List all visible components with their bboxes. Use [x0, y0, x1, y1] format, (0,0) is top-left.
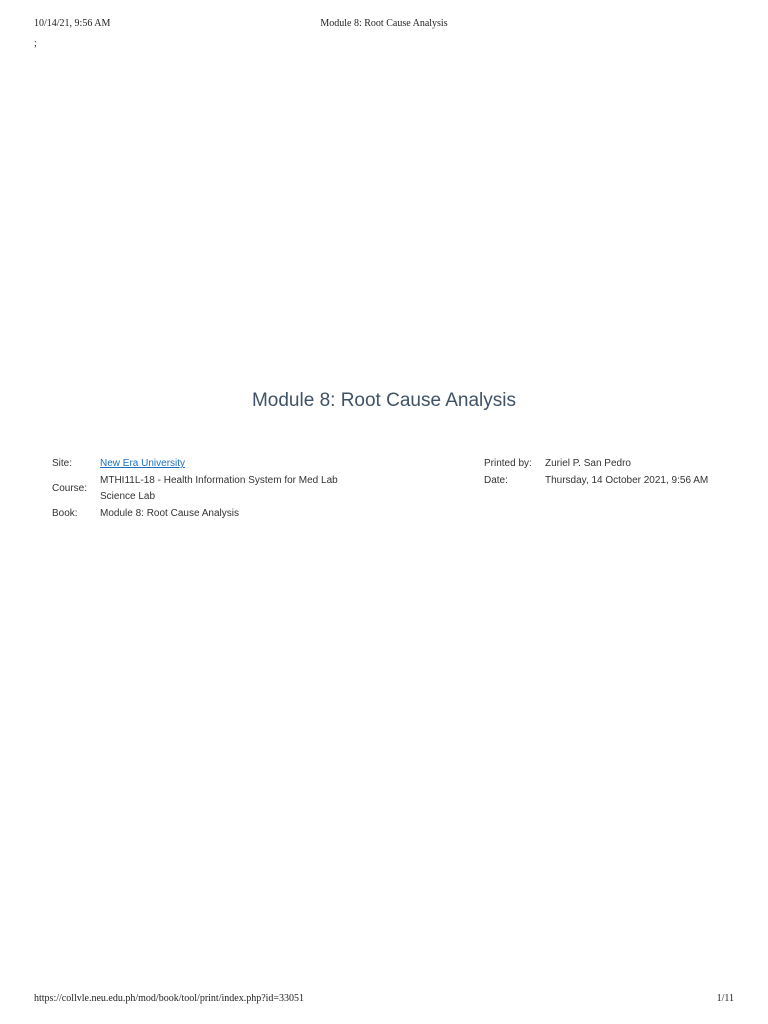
course-label: Course:	[52, 483, 88, 494]
date-value: Thursday, 14 October 2021, 9:56 AM	[545, 475, 709, 486]
date-row	[484, 473, 734, 489]
printed-by-row	[484, 456, 734, 472]
printed-by-label: Printed by:	[484, 458, 532, 469]
course-row	[52, 473, 362, 505]
date-label: Date:	[484, 475, 508, 486]
print-header-datetime: 10/14/21, 9:56 AM	[34, 18, 111, 29]
book-row	[52, 506, 362, 522]
book-info-left	[52, 456, 362, 523]
print-footer-url: https://collvle.neu.edu.ph/mod/book/tool/print/index.php?id=33051	[34, 993, 305, 1004]
print-footer-page: 1/11	[716, 993, 734, 1004]
print-header-title: Module 8: Root Cause Analysis	[320, 18, 448, 29]
printed-by-value: Zuriel P. San Pedro	[545, 458, 631, 469]
page-title: Module 8: Root Cause Analysis	[251, 389, 517, 411]
stray-mark: ;	[34, 38, 37, 49]
site-label: Site:	[52, 458, 73, 469]
book-label: Book:	[52, 508, 78, 519]
book-value: Module 8: Root Cause Analysis	[100, 508, 239, 519]
site-row	[52, 456, 362, 472]
book-info-right	[484, 456, 734, 490]
course-value: MTHI11L-18 - Health Information System for Med Lab Science Lab	[100, 475, 338, 502]
site-link[interactable]: New Era University	[100, 458, 186, 469]
